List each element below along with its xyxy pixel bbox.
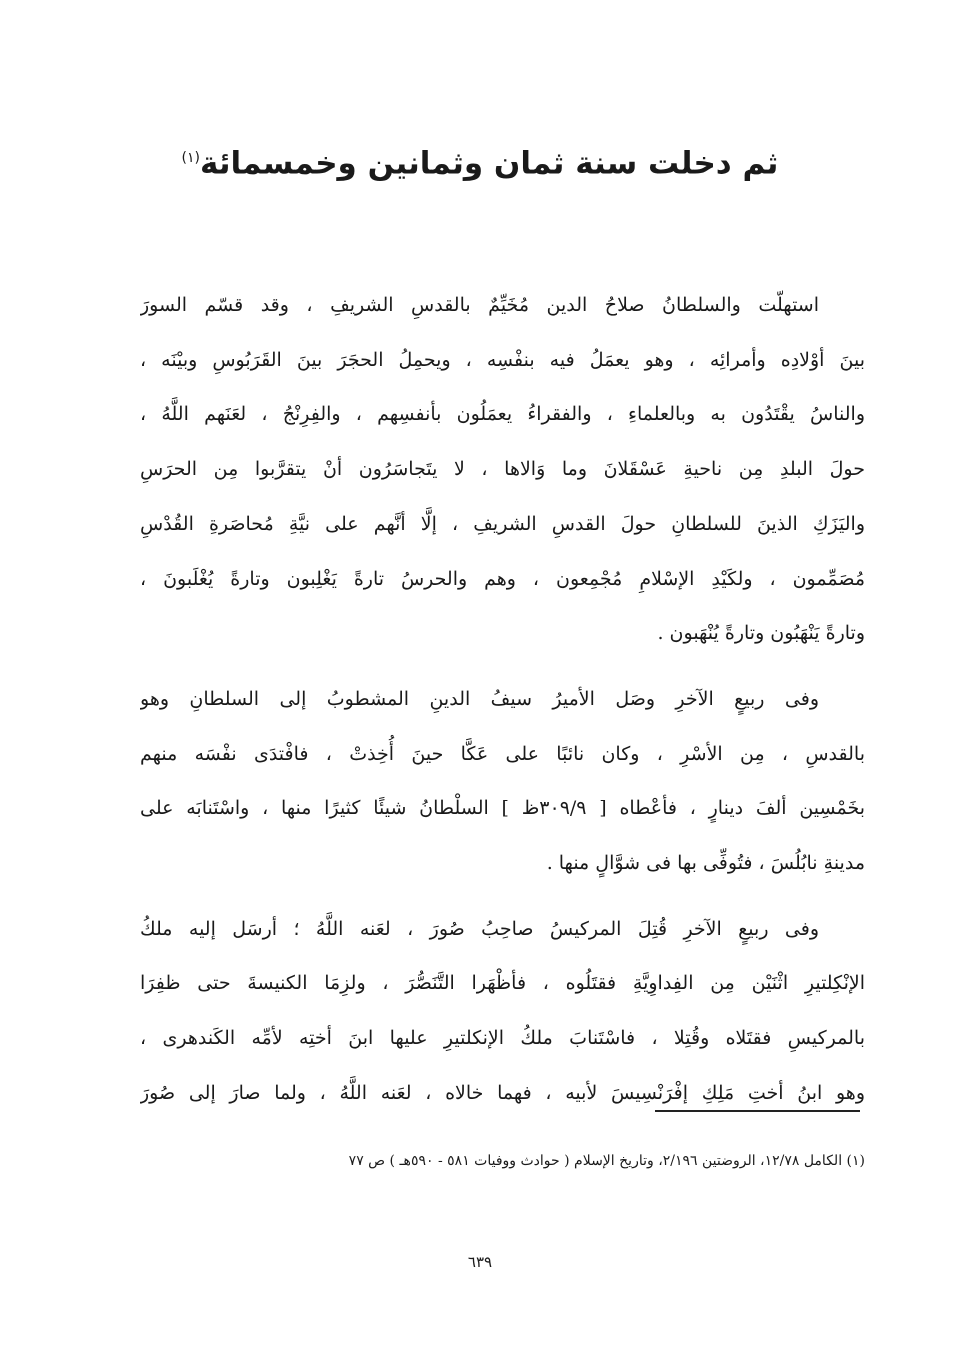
chapter-heading-text: ثم دخلت سنة ثمان وثمانين وخمسمائة	[200, 145, 779, 182]
text-line: بالقدسِ ، مِن الأسْرِ ، وكان نائبًا على عَكَّا حينَ أُخِذتْ ، فافْتدَى نفْسَه منهم	[140, 742, 865, 765]
text-line: مُصَمِّمون ، ولكَيْدِ الإسْلامِ مُجْمِعون ، وهم والحرسُ تارةً يَغْلِبون وتارةً يُغْلَبونَ ،	[140, 567, 865, 590]
paragraph-3	[140, 902, 865, 1121]
text-line: وهو ابنُ أختِ مَلِكِ إفْرَنْسِيسَ لأبيه ، فهما خالاه ، لعَنه اللَّهُ ، ولما صارَ إلى صُورَ	[140, 1081, 865, 1104]
text-line: وتارةً يَنْهَبُون وتارةً يُنْهَبون .	[657, 622, 865, 645]
text-line: وفى ربيعٍ الآخرِ وصَل الأميرُ سيفُ الدينِ المشطوبُ إلى السلطانِ وهو	[140, 687, 819, 710]
paragraph-2	[140, 672, 865, 891]
text-line: حولَ البلدِ مِن ناحيةِ عَسْقَلانَ وما وَالاها ، لا يتَجاسَرُون أنْ يتقرَّبوا مِن الحرَسِ	[140, 458, 865, 481]
text-line: واليَزَكِ الذينَ للسلطانِ حولَ القدسِ الشريفِ ، إلَّا أنَّهم على نيَّةِ مُحاصَرةِ القُدْسِ	[140, 512, 865, 535]
paragraph-1	[140, 278, 865, 661]
text-line: استهلّت والسلطانُ صلاحُ الدين مُخَيِّمٌ بالقدسِ الشريفِ ، وقد قسّم السورَ	[140, 294, 819, 316]
body-text	[140, 278, 865, 1132]
footnote-marker: (١)	[181, 150, 201, 166]
footnote-divider	[655, 1110, 860, 1112]
text-line: بالمركيسِ فقتَلاه وقُتِلا ، فاسْتَنابَ ملكُ الإنكلتيرِ عليها ابنَ أختِه لأمِّه الكَندهرى ،	[140, 1027, 865, 1050]
text-line: الإنْكِلتيرِ اثْنَيْن مِن الفِداوِيَّةِ فقتَلُوه ، فأظْهَرا التَّنَصُّرَ ، ولزِمَا الكنيسةَ حتى ظفِرَا	[140, 972, 865, 995]
chapter-heading	[150, 128, 810, 193]
text-line: مدينةِ نابُلُسَ ، فتُوفِّى بها فى شوَّالٍ منها .	[546, 852, 865, 875]
footnote: (١) الكامل ١٢/٧٨، الروضتين ٢/١٩٦، وتاريخ الإسلام ( حوادث ووفيات ٥٨١ - ٥٩٠هـ ) ص ٧٧	[348, 1153, 865, 1169]
text-line: وفى ربيعٍ الآخرِ قُتِلَ المركيسُ صاحِبُ صُورَ ، لعَنه اللَّهُ ؛ أرسَل إليه ملكُ	[140, 917, 819, 940]
text-line: والناسُ يقْتَدُون به وبالعلماءِ ، والفقراءُ يعمَلُون بأنفسِهم ، والفِرِنْجُ ، لعَنَهم اللَّهُ ،	[140, 403, 865, 426]
text-line: بخَمْسِين ألفَ دينارٍ ، فأعْطاه [ ٣٠٩/٩ظ ] السلْطانُ شيئًا كثيرًا منها ، واسْتَنابَه على	[140, 797, 865, 820]
page-number: ٦٣٩	[467, 1253, 493, 1271]
text-line: بينَ أوْلادِه وأمرائِه ، وهو يعمَلُ فيه بنفْسِه ، ويحمِلُ الحجَرَ بينَ القَرَبُوسِ وبيْنَه ،	[140, 348, 865, 371]
